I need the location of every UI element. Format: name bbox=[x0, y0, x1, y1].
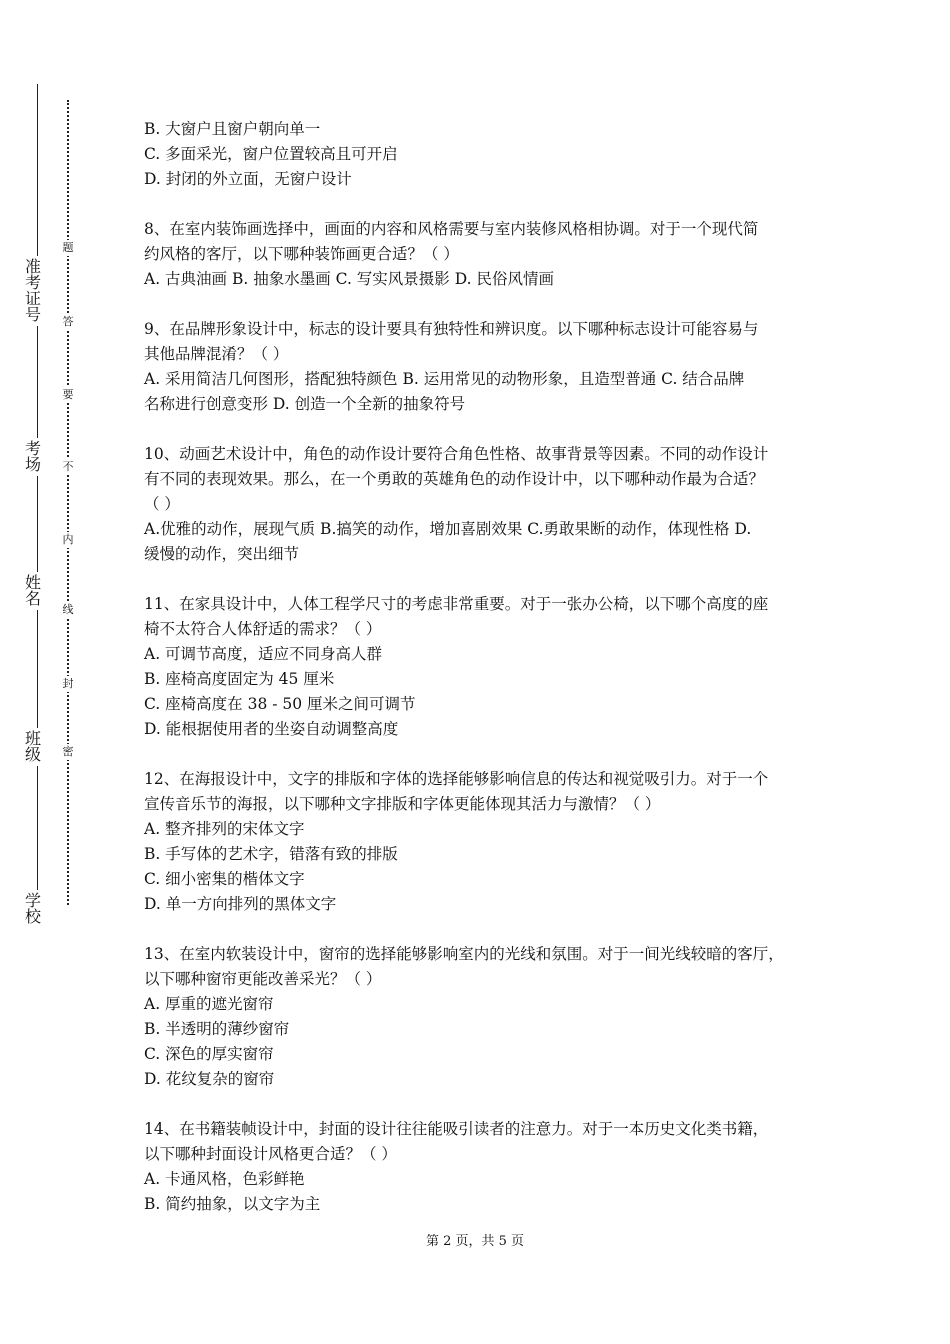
seal-char: 要 bbox=[62, 388, 74, 401]
exam-room-label: 考场 bbox=[22, 438, 44, 476]
option-line: C. 多面采光，窗户位置较高且可开启 bbox=[144, 145, 398, 163]
question-9 bbox=[144, 317, 816, 417]
question-8 bbox=[144, 217, 816, 292]
seal-dotted-line bbox=[67, 100, 69, 905]
seal-char: 内 bbox=[62, 533, 74, 546]
option-line: 名称进行创意变形 D. 创造一个全新的抽象符号 bbox=[144, 395, 466, 413]
question-line: 12、在海报设计中，文字的排版和字体的选择能够影响信息的传达和视觉吸引力。对于一个 bbox=[144, 770, 769, 788]
question-line: 9、在品牌形象设计中，标志的设计要具有独特性和辨识度。以下哪种标志设计可能容易与 bbox=[144, 320, 759, 338]
page-footer: 第 2 页，共 5 页 bbox=[425, 1234, 525, 1249]
class-label: 班级 bbox=[22, 728, 44, 766]
question-line: 有不同的表现效果。那么，在一个勇敢的英雄角色的动作设计中，以下哪种动作最为合适？ bbox=[144, 470, 765, 488]
seal-char: 线 bbox=[62, 603, 74, 616]
option-line: A.优雅的动作，展现气质 B.搞笑的动作，增加喜剧效果 C.勇敢果断的动作，体现性格 D. bbox=[144, 520, 752, 538]
exam-number-label: 准考证号 bbox=[22, 256, 44, 326]
question-line: 其他品牌混淆？（ ） bbox=[144, 345, 289, 363]
option-line: C. 座椅高度在 38 - 50 厘米之间可调节 bbox=[144, 695, 416, 713]
question-line: 11、在家具设计中，人体工程学尺寸的考虑非常重要。对于一张办公椅，以下哪个高度的座 bbox=[144, 595, 769, 613]
option-line: B. 座椅高度固定为 45 厘米 bbox=[144, 670, 335, 688]
option-line: D. 单一方向排列的黑体文字 bbox=[144, 895, 337, 913]
seal-char: 不 bbox=[62, 460, 74, 473]
option-line: B. 半透明的薄纱窗帘 bbox=[144, 1020, 290, 1038]
question-line: 14、在书籍装帧设计中，封面的设计往往能吸引读者的注意力。对于一本历史文化类书籍， bbox=[144, 1120, 769, 1138]
option-line: D. 封闭的外立面，无窗户设计 bbox=[144, 170, 352, 188]
question-line: 以下哪种封面设计风格更合适？（ ） bbox=[144, 1145, 397, 1163]
question-12 bbox=[144, 767, 816, 917]
question-14 bbox=[144, 1117, 816, 1217]
binding-rule-line bbox=[37, 84, 38, 914]
option-line: C. 深色的厚实窗帘 bbox=[144, 1045, 274, 1063]
question-line: 8、在室内装饰画选择中，画面的内容和风格需要与室内装修风格相协调。对于一个现代简 bbox=[144, 220, 759, 238]
seal-char: 题 bbox=[62, 241, 74, 254]
seal-char: 封 bbox=[62, 677, 74, 690]
school-label: 学校 bbox=[22, 890, 44, 928]
option-line: A. 采用简洁几何图形，搭配独特颜色 B. 运用常见的动物形象，且造型普通 C. 结合品牌 bbox=[144, 370, 745, 388]
option-line: B. 手写体的艺术字，错落有致的排版 bbox=[144, 845, 398, 863]
option-line: D. 能根据使用者的坐姿自动调整高度 bbox=[144, 720, 399, 738]
option-line: D. 花纹复杂的窗帘 bbox=[144, 1070, 275, 1088]
exam-content bbox=[144, 117, 816, 1242]
option-line: B. 大窗户且窗户朝向单一 bbox=[144, 120, 321, 138]
question-7-options bbox=[144, 117, 816, 192]
option-line: A. 卡通风格，色彩鲜艳 bbox=[144, 1170, 305, 1188]
name-label: 姓名 bbox=[22, 572, 44, 610]
question-11 bbox=[144, 592, 816, 742]
question-line: 约风格的客厅，以下哪种装饰画更合适？（ ） bbox=[144, 245, 459, 263]
option-line: A. 可调节高度，适应不同身高人群 bbox=[144, 645, 383, 663]
seal-char: 答 bbox=[62, 315, 74, 328]
question-line: 宣传音乐节的海报，以下哪种文字排版和字体更能体现其活力与激情？（ ） bbox=[144, 795, 661, 813]
option-line: A. 厚重的遮光窗帘 bbox=[144, 995, 274, 1013]
option-line: A. 整齐排列的宋体文字 bbox=[144, 820, 305, 838]
option-line: A. 古典油画 B. 抽象水墨画 C. 写实风景摄影 D. 民俗风情画 bbox=[144, 270, 554, 288]
seal-char: 密 bbox=[62, 745, 74, 758]
option-line: 缓慢的动作，突出细节 bbox=[144, 545, 300, 563]
question-line: 椅不太符合人体舒适的需求？（ ） bbox=[144, 620, 382, 638]
question-line: 10、动画艺术设计中，角色的动作设计要符合角色性格、故事背景等因素。不同的动作设计 bbox=[144, 445, 769, 463]
question-10 bbox=[144, 442, 816, 567]
question-line: 13、在室内软装设计中，窗帘的选择能够影响室内的光线和氛围。对于一间光线较暗的客厅， bbox=[144, 945, 784, 963]
option-line: C. 细小密集的楷体文字 bbox=[144, 870, 305, 888]
option-line: B. 简约抽象，以文字为主 bbox=[144, 1195, 321, 1213]
question-13 bbox=[144, 942, 816, 1092]
question-line: 以下哪种窗帘更能改善采光？（ ） bbox=[144, 970, 382, 988]
question-line: （ ） bbox=[144, 495, 180, 513]
